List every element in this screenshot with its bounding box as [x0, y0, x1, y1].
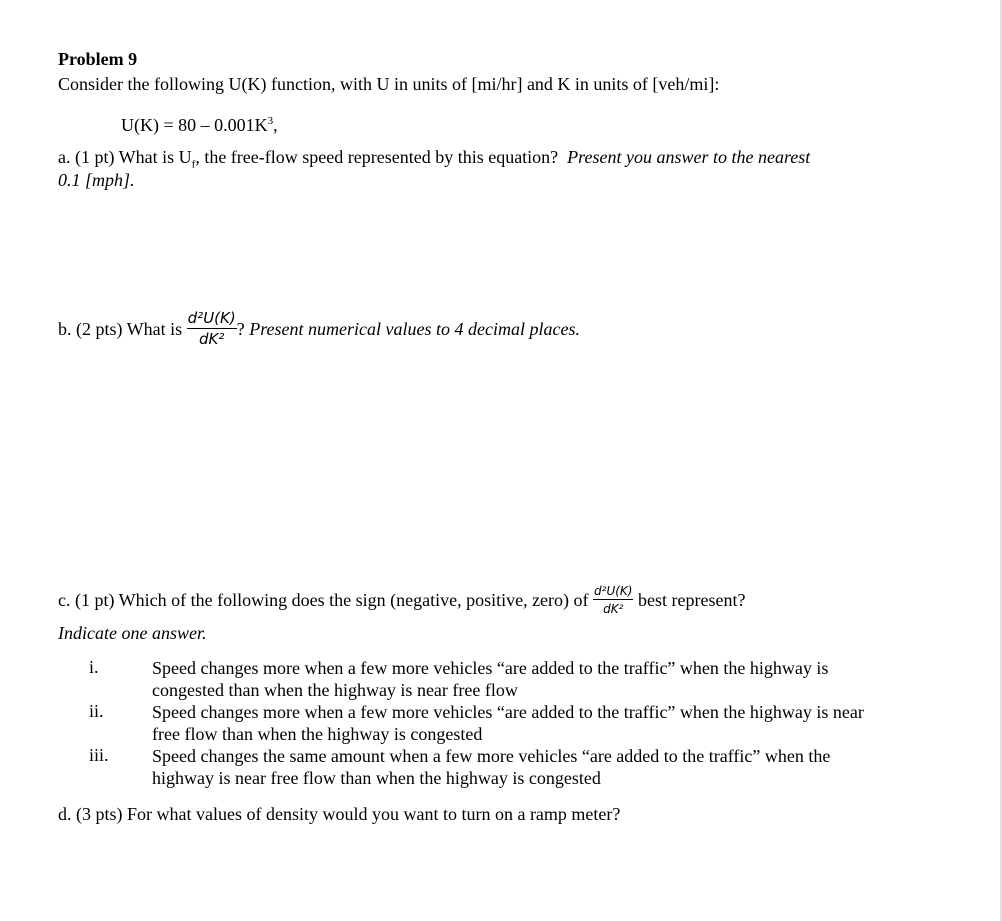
- fraction-numerator: d²U(K): [187, 309, 236, 327]
- part-a-instruction-cont: 0.1 [mph].: [58, 170, 135, 190]
- part-b-question: [58, 311, 580, 347]
- equation-lhs: U(K) = 80 – 0.001K: [121, 115, 268, 135]
- part-a-instruction: Present you answer to the nearest: [567, 147, 811, 167]
- fraction-denominator: dK²: [603, 602, 624, 616]
- part-a-subscript: f: [191, 158, 196, 171]
- part-b-instruction: Present numerical values to 4 decimal places.: [249, 319, 580, 339]
- fraction-numerator: d²U(K): [594, 584, 633, 598]
- second-derivative-fraction: [593, 585, 633, 615]
- part-b-prefix: b. (2 pts) What is: [58, 319, 183, 339]
- part-c-instruction: Indicate one answer.: [58, 623, 207, 643]
- option-text: Speed changes more when a few more vehicles “are added to the traffic” when the highway is near free flow than when the highway is congested: [152, 702, 864, 744]
- part-c-suffix: best represent?: [637, 590, 746, 610]
- part-c-prefix: c. (1 pt) Which of the following does the sign (negative, positive, zero) of: [58, 590, 589, 610]
- option-numeral: i.: [89, 657, 99, 677]
- equation-exponent: 3: [267, 115, 274, 127]
- problem-title: Problem 9: [58, 49, 138, 69]
- speed-density-equation: [121, 110, 278, 136]
- part-a-middle: , the free-flow speed represented by this equation?: [195, 147, 559, 167]
- second-derivative-fraction: [187, 311, 237, 347]
- part-c-question: [58, 585, 745, 615]
- problem-intro: Consider the following U(K) function, with U in units of [mi/hr] and K in units of [veh/mi]:: [58, 74, 720, 94]
- option-numeral: ii.: [89, 701, 104, 721]
- part-a-question: [58, 146, 810, 176]
- part-d-question: d. (3 pts) For what values of density would you want to turn on a ramp meter?: [58, 804, 621, 824]
- option-text: Speed changes the same amount when a few more vehicles “are added to the traffic” when the highway is near free flow than when the highway is congested: [152, 746, 831, 788]
- part-b-question-mark: ?: [236, 319, 245, 339]
- equation-tail: ,: [273, 115, 278, 135]
- option-text: Speed changes more when a few more vehicles “are added to the traffic” when the highway is congested than when the highway is near free flow: [152, 658, 829, 700]
- option-numeral: iii.: [89, 745, 109, 765]
- fraction-denominator: dK²: [199, 330, 225, 348]
- part-a-prefix: a. (1 pt) What is U: [58, 147, 192, 167]
